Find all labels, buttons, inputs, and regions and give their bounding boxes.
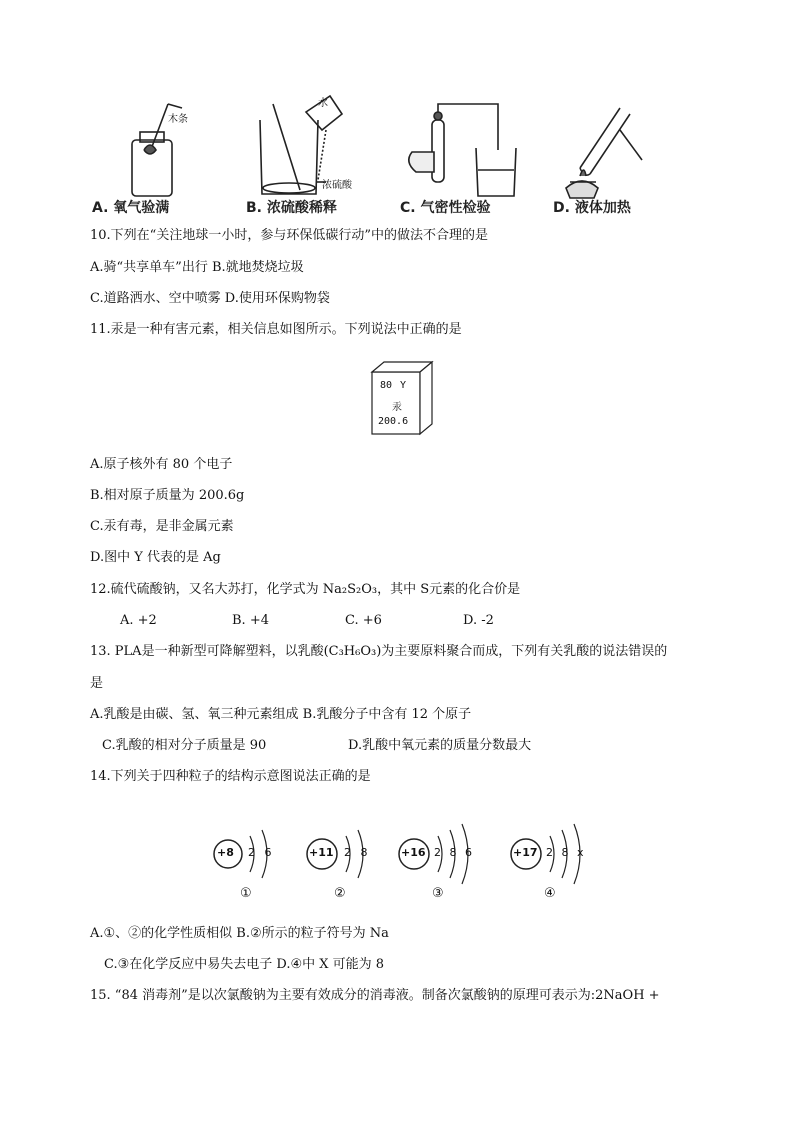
atom-2-shells: 2 8 xyxy=(344,846,368,859)
atom-4-shells: 2 8 x xyxy=(546,846,584,859)
atom-4-label: ④ xyxy=(544,886,556,901)
element-symbol: Y xyxy=(400,380,407,391)
atom-4-nucleus: +17 xyxy=(513,846,538,859)
q11-stem: 11.汞是一种有害元素，相关信息如图所示。下列说法中正确的是 xyxy=(90,322,462,337)
element-number: 80 xyxy=(380,380,393,391)
q14-options-2: C.③在化学反应中易失去电子 D.④中 X 可能为 8 xyxy=(104,957,385,972)
q14-stem: 14.下列关于四种粒子的结构示意图说法正确的是 xyxy=(90,769,371,784)
atom-2-nucleus: +11 xyxy=(309,846,334,859)
q13-stem: 13. PLA是一种新型可降解塑料，以乳酸(C₃H₆O₃)为主要原料聚合而成，下列有关乳酸的说法错误的 xyxy=(90,644,668,659)
q10-options-1: A.骑“共享单车”出行 B.就地焚烧垃圾 xyxy=(90,260,304,275)
q10-stem: 10.下列在“关注地球一小时，参与环保低碳行动”中的做法不合理的是 xyxy=(90,228,488,243)
q13-option-d: D.乳酸中氧元素的质量分数最大 xyxy=(348,738,532,753)
q11-option-a: A.原子核外有 80 个电子 xyxy=(90,457,233,472)
atom-diagram-4 xyxy=(508,818,608,904)
q11-option-d: D.图中 Y 代表的是 Ag xyxy=(90,550,221,565)
acid-label: 浓硫酸 xyxy=(322,180,352,191)
atom-diagram-1 xyxy=(212,818,292,904)
atom-1-nucleus: +8 xyxy=(217,846,234,859)
q13-stem-cont: 是 xyxy=(90,676,104,691)
caption-d: D. 液体加热 xyxy=(553,200,631,216)
atom-diagram-2 xyxy=(304,818,388,904)
q11-option-b: B.相对原子质量为 200.6g xyxy=(90,488,245,503)
q11-option-c: C.汞有毒，是非金属元素 xyxy=(90,519,234,534)
stick-label: 木条 xyxy=(168,114,188,125)
element-mass: 200.6 xyxy=(378,416,409,427)
atom-diagram-3 xyxy=(396,818,496,904)
atom-2-label: ② xyxy=(334,886,346,901)
q12-option-b: B. +4 xyxy=(232,613,269,628)
q13-option-c: C.乳酸的相对分子质量是 90 xyxy=(102,738,267,753)
q12-stem: 12.硫代硫酸钠，又名大苏打，化学式为 Na₂S₂O₃，其中 S元素的化合价是 xyxy=(90,582,521,597)
atom-3-nucleus: +16 xyxy=(401,846,426,859)
atom-3-shells: 2 8 6 xyxy=(434,846,472,859)
q10-options-2: C.道路洒水、空中喷雾 D.使用环保购物袋 xyxy=(90,291,330,306)
q12-option-d: D. -2 xyxy=(463,613,494,628)
caption-b: B. 浓硫酸稀释 xyxy=(246,200,337,216)
water-label: 水 xyxy=(318,98,328,109)
q12-option-a: A. +2 xyxy=(120,613,157,628)
atom-1-shells: 2 6 xyxy=(248,846,272,859)
atom-3-label: ③ xyxy=(432,886,444,901)
caption-a: A. 氧气验满 xyxy=(92,200,170,216)
caption-c: C. 气密性检验 xyxy=(400,200,491,216)
element-name: 汞 xyxy=(392,402,402,413)
q13-options-1: A.乳酸是由碳、氢、氧三种元素组成 B.乳酸分子中含有 12 个原子 xyxy=(90,707,472,722)
q12-option-c: C. +6 xyxy=(345,613,382,628)
atom-1-label: ① xyxy=(240,886,252,901)
q15-stem: 15. “84 消毒剂”是以次氯酸钠为主要有效成分的消毒液。制备次氯酸钠的原理可表示为:2NaOH + xyxy=(90,988,660,1003)
element-box xyxy=(370,360,434,436)
experiment-drawings xyxy=(90,90,650,200)
q14-options-1: A.①、②的化学性质相似 B.②所示的粒子符号为 Na xyxy=(90,926,389,941)
